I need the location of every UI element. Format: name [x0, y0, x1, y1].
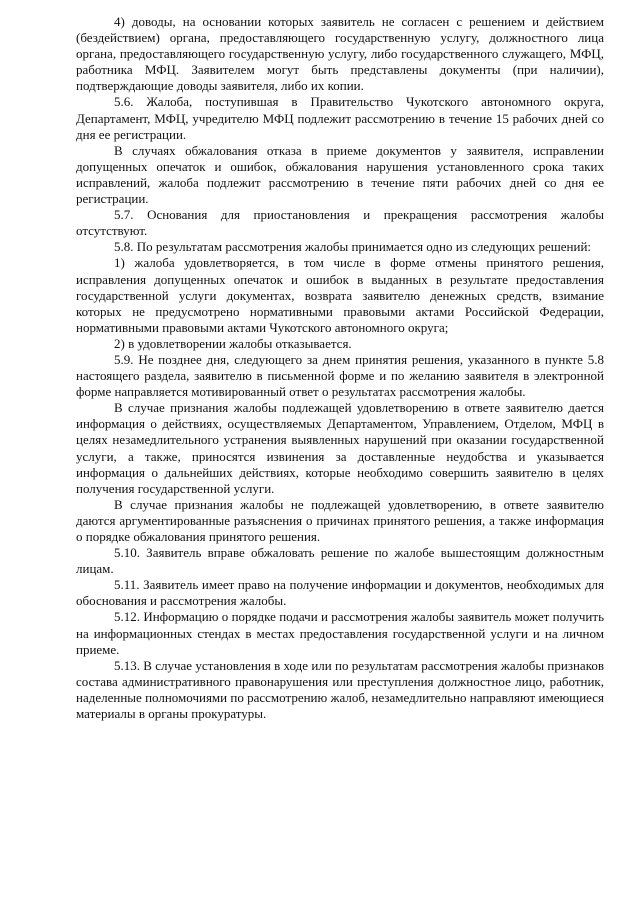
paragraph-5-9-satisfied: В случае признания жалобы подлежащей удовлетворению в ответе заявителю дается информация о действиях, осуществляемых Департаментом, Управлением, Отделом, МФЦ в целях незамедлительного устранения выявленных нарушений при оказании государственной услуги, а также, приносятся извинения за доставленные неудобства и указывается информация о дальнейших действиях, которые необходимо совершить заявителю в целях получения государственной услуги. [76, 400, 604, 496]
paragraph-5-8-item-2: 2) в удовлетворении жалобы отказывается. [114, 335, 352, 351]
paragraph-5-8-item-1: 1) жалоба удовлетворяется, в том числе в форме отмены принятого решения, исправления допущенных опечаток и ошибок в выданных в результате предоставления государственной услуги документах, возврата заявителю денежных средств, взимание которых не предусмотрено нормативными правовыми актами Российской Федерации, нормативными правовыми актами Чукотского автономного округа; [76, 255, 604, 335]
paragraph-5-13: 5.13. В случае установления в ходе или по результатам рассмотрения жалобы признаков состава административного правонарушения или преступления должностное лицо, работник, наделенные полномочиями по рассмотрению жалоб, незамедлительно направляют имеющиеся материалы в органы прокуратуры. [76, 657, 604, 722]
paragraph-item-4: 4) доводы, на основании которых заявитель не согласен с решением и действием (бездействием) органа, предоставляющего государственную услугу, должностного лица органа, предоставляющего государственную услугу, либо государственного служащего, МФЦ, работника МФЦ. Заявителем могут быть представлены документы (при наличии), подтверждающие доводы заявителя, либо их копии. [76, 14, 604, 94]
paragraph-5-12: 5.12. Информацию о порядке подачи и рассмотрения жалобы заявитель может получить на информационных стендах в местах предоставления государственной услуги и на личном приеме. [76, 609, 604, 657]
paragraph-5-8: 5.8. По результатам рассмотрения жалобы принимается одно из следующих решений: [114, 239, 592, 255]
paragraph-5-9-not-satisfied: В случае признания жалобы не подлежащей удовлетворению, в ответе заявителю даются аргументированные разъяснения о причинах принятого решения, а также информация о порядке обжалования принятого решения. [76, 496, 604, 544]
paragraph-5-11: 5.11. Заявитель имеет право на получение информации и документов, необходимых для обоснования и рассмотрения жалобы. [76, 577, 604, 609]
paragraph-5-9: 5.9. Не позднее дня, следующего за днем принятия решения, указанного в пункте 5.8 настоящего раздела, заявителю в письменной форме и по желанию заявителя в электронной форме направляется мотивированный ответ о результатах рассмотрения жалобы. [76, 351, 604, 400]
paragraph-5-7: 5.7. Основания для приостановления и прекращения рассмотрения жалобы отсутствуют. [76, 207, 604, 239]
paragraph-5-10: 5.10. Заявитель вправе обжаловать решение по жалобе вышестоящим должностным лицам. [76, 545, 604, 577]
paragraph-5-6-refusal: В случаях обжалования отказа в приеме документов у заявителя, исправлении допущенных опечаток и ошибок, обжалования нарушения установленного срока таких исправлений, жалоба подлежит рассмотрению в течение пяти рабочих дней со дня ее регистрации. [76, 142, 604, 207]
paragraph-5-6: 5.6. Жалоба, поступившая в Правительство Чукотского автономного округа, Департамент, МФЦ, учредителю МФЦ подлежит рассмотрению в течение 15 рабочих дней со дня ее регистрации. [76, 94, 604, 142]
document-page [76, 14, 604, 722]
